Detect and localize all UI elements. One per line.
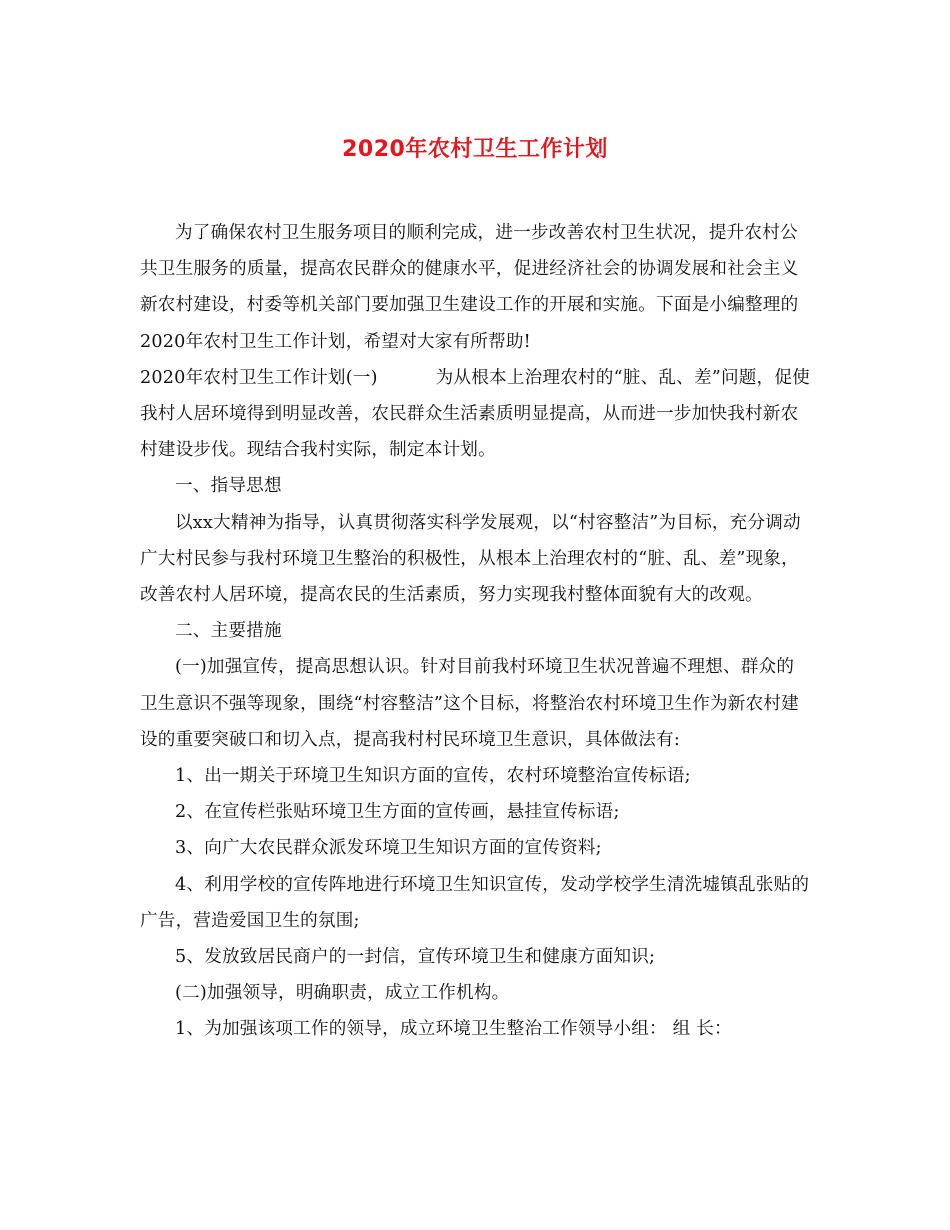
measure2-item1: 1、为加强该项工作的领导，成立环境卫生整治工作领导小组： 组 长： [175, 1019, 732, 1040]
plan-heading: 2020年农村卫生工作计划(一) [140, 367, 378, 388]
document-title: 2020年农村卫生工作计划 [342, 137, 608, 162]
section1-paragraph: 以xx大精神为指导，认真贯彻落实科学发展观，以“村容整洁”为目标，充分调动广大村民参与我村环境卫生整治的积极性，从根本上治理农村的“脏、乱、差”现象，改善农村人居环境，提高农民的生活素质，努力实现我村整体面貌有大的改观。 [140, 512, 801, 606]
section1-heading: 一、指导思想 [175, 476, 282, 497]
measure1-paragraph: (一)加强宣传，提高思想认识。针对目前我村环境卫生状况普遍不理想、群众的卫生意识不强等现象，围绕“村容整洁”这个目标，将整治农村环境卫生作为新农村建设的重要突破口和切入点，提高我村村民环境卫生意识，具体做法有: [140, 657, 799, 750]
list-item: 3、向广大农民群众派发环境卫生知识方面的宣传资料; [175, 838, 602, 859]
list-item: 1、出一期关于环境卫生知识方面的宣传，农村环境整治宣传标语; [175, 766, 691, 787]
document-body [140, 215, 810, 1048]
list-item: 5、发放致居民商户的一封信，宣传环境卫生和健康方面知识; [175, 947, 656, 968]
list-item: 4、利用学校的宣传阵地进行环境卫生知识宣传，发动学校学生清洗墟镇乱张贴的广告，营造爱国卫生的氛围; [140, 874, 810, 931]
intro-paragraph: 为了确保农村卫生服务项目的顺利完成，进一步改善农村卫生状况，提升农村公共卫生服务的质量，提高农民群众的健康水平，促进经济社会的协调发展和社会主义新农村建设，村委等机关部门要加强卫生建设工作的开展和实施。下面是小编整理的2020年农村卫生工作计划，希望对大家有所帮助! [140, 223, 799, 352]
section2-heading: 二、主要措施 [175, 621, 282, 642]
plan-intro: 为从根本上治理农村的“脏、乱、差”问题，促使我村人居环境得到明显改善，农民群众生活素质明显提高，从而进一步加快我村新农村建设步伐。现结合我村实际，制定本计划。 [140, 367, 810, 461]
plan-paragraph [140, 360, 810, 469]
list-item: 2、在宣传栏张贴环境卫生方面的宣传画，悬挂宣传标语; [175, 802, 620, 823]
measure2-paragraph: (二)加强领导，明确职责，成立工作机构。 [175, 983, 510, 1004]
